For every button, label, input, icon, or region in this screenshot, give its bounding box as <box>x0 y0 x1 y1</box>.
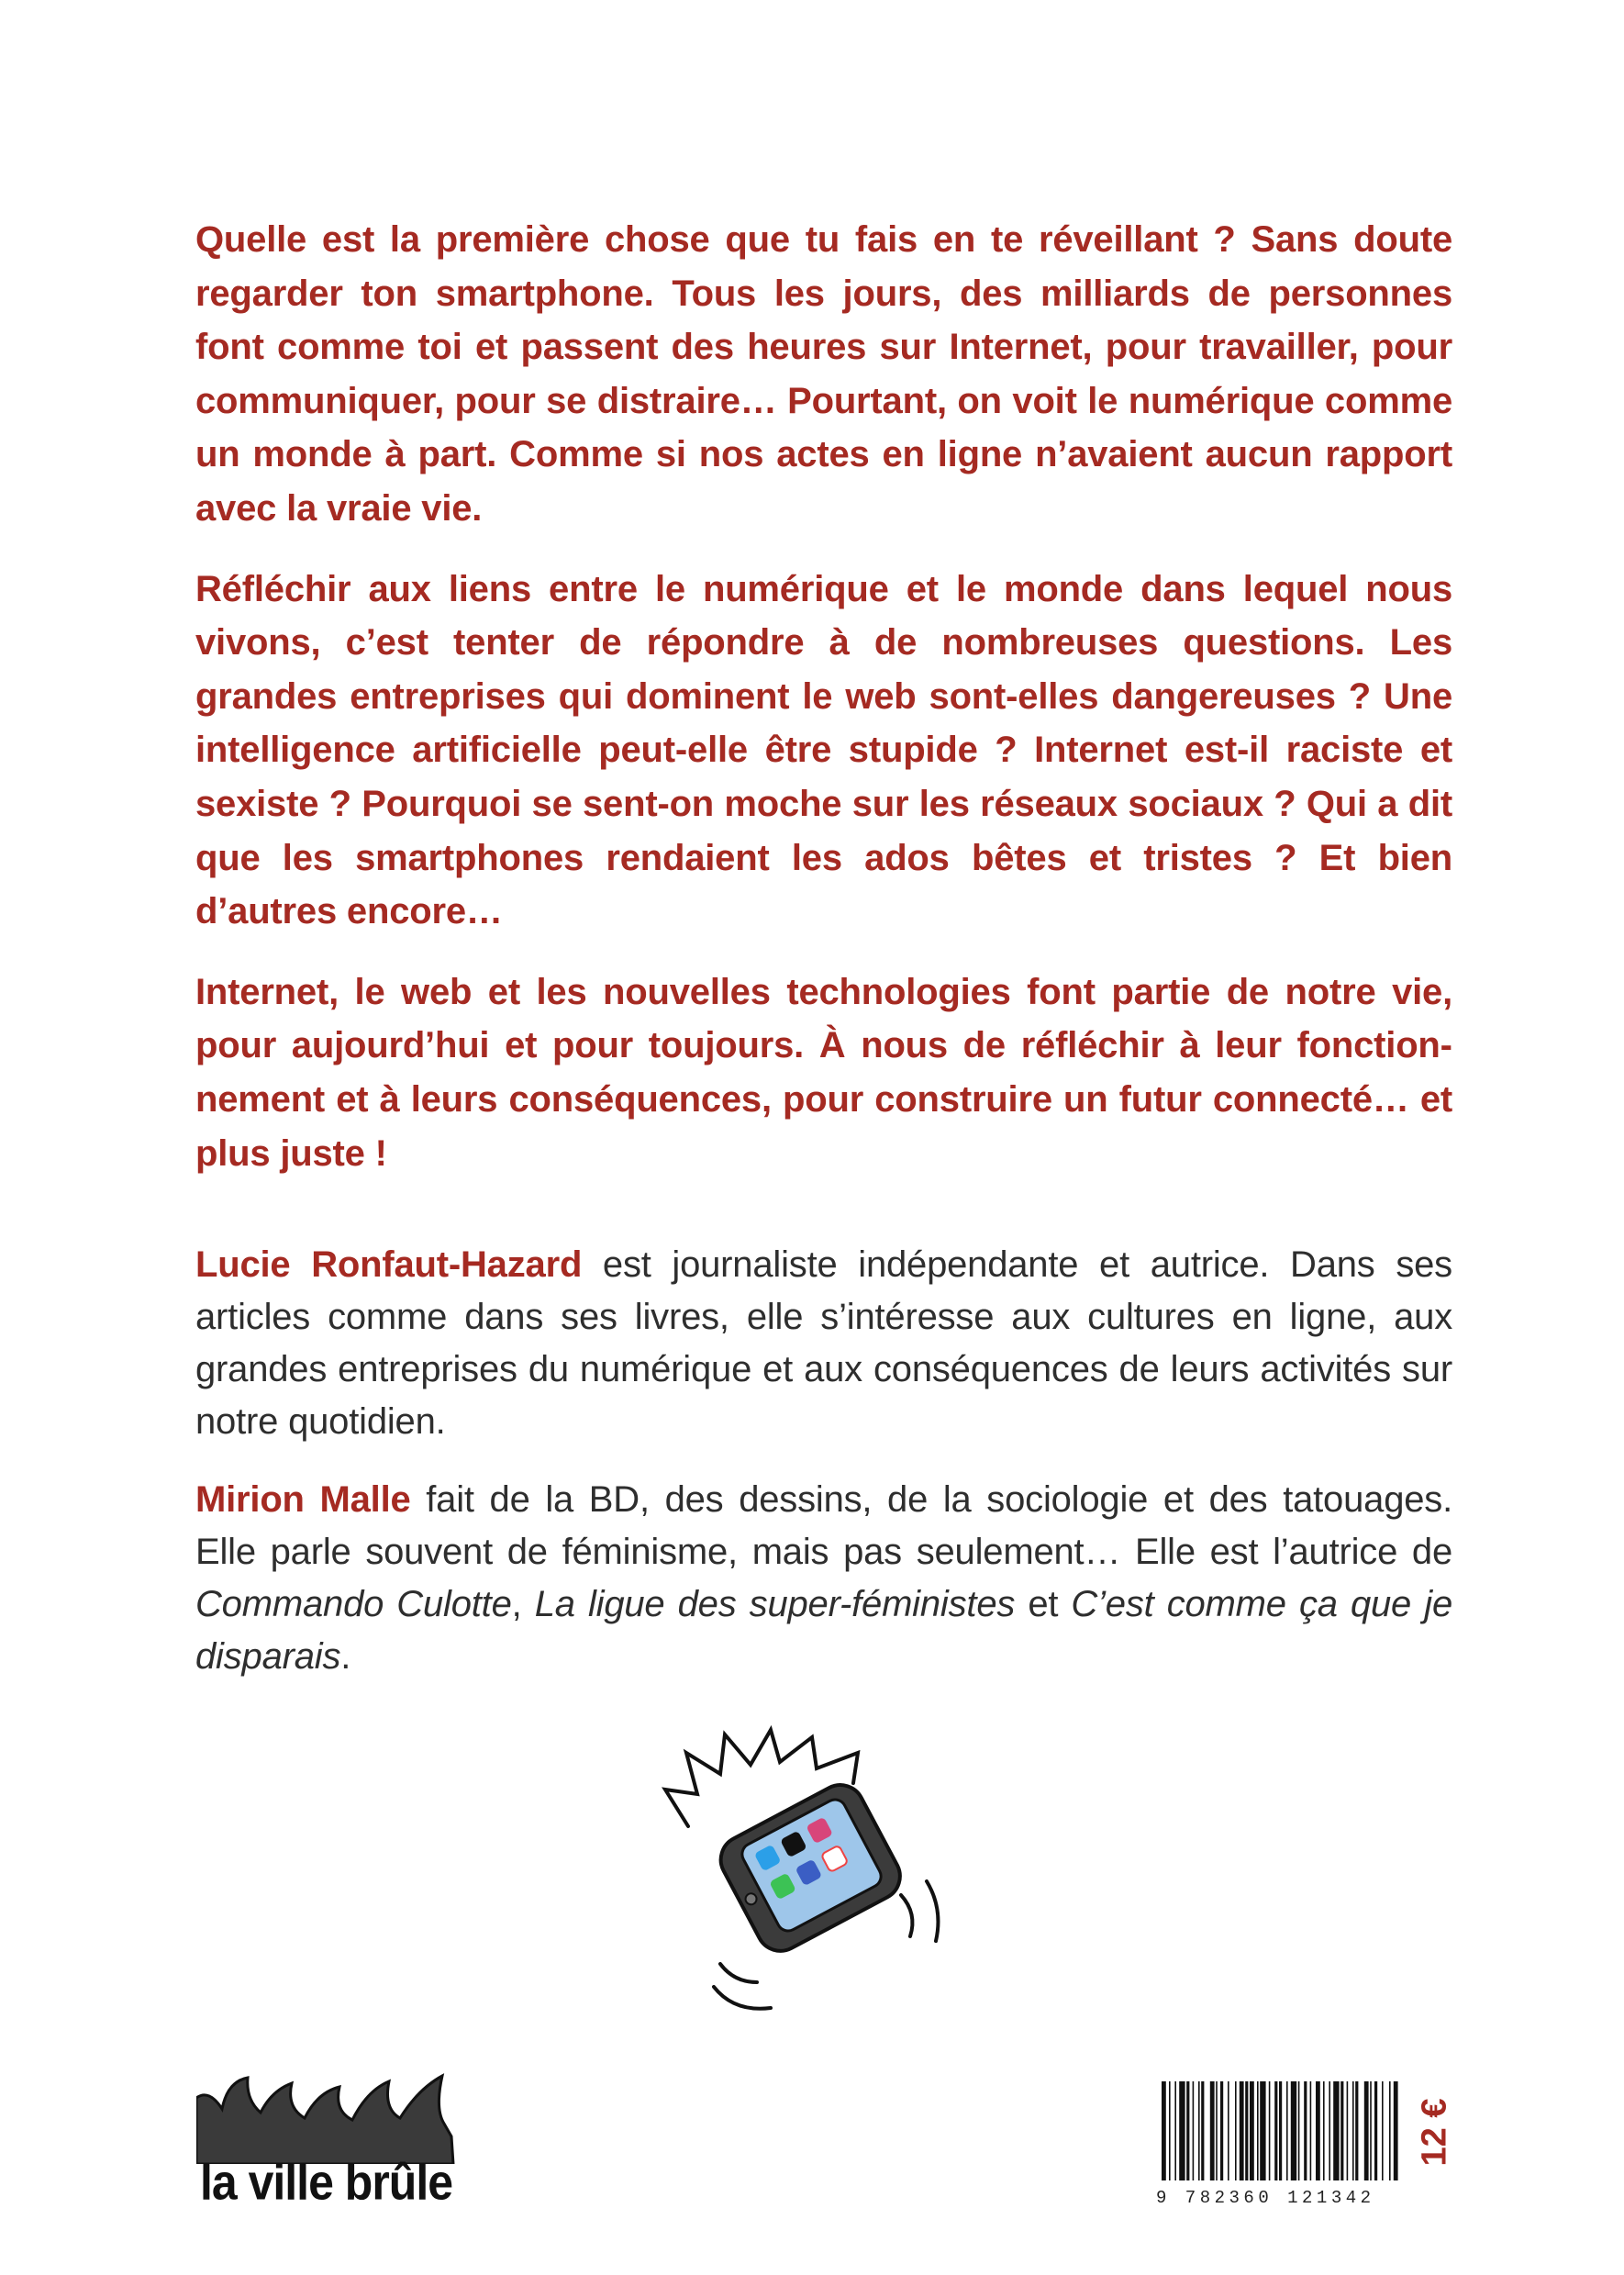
barcode-bar <box>1370 2081 1372 2180</box>
barcode-bar <box>1286 2081 1288 2180</box>
barcode-bar <box>1186 2081 1189 2180</box>
barcode-bar <box>1389 2081 1391 2180</box>
separator: et <box>1015 1584 1072 1624</box>
barcode-bar <box>1260 2081 1265 2180</box>
author-name-2: Mirion Malle <box>195 1479 411 1520</box>
author-bio-2-text: fait de la BD, des dessins, de la sociologie et des tatouages. Elle parle souvent de féminisme, mais pas seulement… Elle est l’autrice de <box>195 1479 1453 1572</box>
author-bio-1 <box>195 1239 1452 1448</box>
barcode-bar <box>1216 2081 1218 2180</box>
barcode-bar <box>1347 2081 1349 2180</box>
barcode-bar <box>1394 2081 1398 2180</box>
vibrating-phone-illustration <box>633 1702 1000 2024</box>
publisher-flames-logo <box>196 2072 472 2164</box>
barcode-bar <box>1279 2081 1282 2180</box>
intro-paragraph-3: Internet, le web et les nouvelles technologies font partie de notre vie, pour aujourd’hui et pour toujours. À nous de réfléchir à leur fonctionnement et à leurs conséquences, pour construire un futur connecté… et plus juste ! <box>195 971 1452 1174</box>
barcode-bar <box>1198 2081 1200 2180</box>
barcode-bar <box>1174 2081 1176 2180</box>
author-bios <box>195 1239 1452 1683</box>
barcode-bar <box>1352 2081 1354 2180</box>
barcode-bar <box>1235 2081 1237 2180</box>
barcode-bar <box>1310 2081 1312 2180</box>
back-cover-intro <box>195 213 1452 1180</box>
author-bio-1-text: est journaliste indépendante et autrice. Dans ses articles comme dans ses livres, elle s’intéresse aux cultures en ligne, aux grandes entreprises du numérique et aux conséquences de leurs activités sur notre quotidien. <box>195 1244 1452 1442</box>
barcode-bar <box>1220 2081 1223 2180</box>
separator: . <box>340 1636 351 1677</box>
barcode-bar <box>1382 2081 1384 2180</box>
book-title-3: C’est comme ça que je disparais <box>195 1584 1452 1677</box>
intro-paragraph-2: Réfléchir aux liens entre le numérique et le monde dans lequel nous vivons, c’est tenter de répondre à de nombreuses questions. Les grandes entreprises qui dominent le web sont-elles dangereuses ? Une intelligence artificielle peut-elle être stupide ? Internet est-il raciste et sexiste ? Pourquoi se sent-on moche sur les réseaux sociaux ? Qui a dit que les smartphones rendaient les ados bêtes et tristes ? Et bien d’autres encore… <box>195 568 1452 932</box>
barcode-bar <box>1291 2081 1296 2180</box>
barcode-bar <box>1304 2081 1307 2180</box>
barcode-bar <box>1316 2081 1320 2180</box>
barcode-bar <box>1355 2081 1358 2180</box>
intro-paragraph-1: Quelle est la première chose que tu fais en te réveillant ? Sans doute regarder ton smartphone. Tous les jours, des milliards de personnes font comme toi et passent des heures sur Internet, pour travailler, pour communiquer, pour se distraire… Pourtant, on voit le numérique comme un monde à part. Comme si nos actes en ligne n’avaient aucun rapport avec la vraie vie. <box>195 219 1452 529</box>
barcode-bar <box>1245 2081 1248 2180</box>
book-title-1: Commando Culotte <box>195 1584 512 1624</box>
barcode-bar <box>1201 2081 1204 2180</box>
price-label <box>1417 2081 1453 2182</box>
author-bio-2 <box>195 1474 1452 1683</box>
barcode-bar <box>1169 2081 1171 2180</box>
barcode-bar <box>1162 2081 1166 2180</box>
barcode-bar <box>1228 2081 1229 2180</box>
book-title-2: La ligue des super-féministes <box>534 1584 1016 1624</box>
isbn-barcode <box>1158 2081 1406 2184</box>
barcode-bar <box>1364 2081 1369 2180</box>
barcode-bar <box>1374 2081 1377 2180</box>
barcode-bar <box>1250 2081 1254 2180</box>
price-text: 12 € <box>1415 2098 1454 2166</box>
barcode-bar <box>1257 2081 1259 2180</box>
barcode-bar <box>1240 2081 1244 2180</box>
barcode-bar <box>1298 2081 1300 2180</box>
separator: , <box>511 1584 535 1624</box>
barcode-bar <box>1329 2081 1330 2180</box>
barcode-bar <box>1340 2081 1343 2180</box>
isbn-number: 9 782360 121342 <box>1156 2188 1375 2208</box>
barcode-bar <box>1269 2081 1271 2180</box>
barcode-bar <box>1210 2081 1215 2180</box>
author-name-1: Lucie Ronfaut-Hazard <box>195 1244 583 1285</box>
barcode-bar <box>1179 2081 1185 2180</box>
barcode-bar <box>1193 2081 1195 2180</box>
barcode-bar <box>1274 2081 1277 2180</box>
barcode-bar <box>1333 2081 1339 2180</box>
publisher-logo-text: la ville brûle <box>200 2154 453 2211</box>
barcode-bar <box>1323 2081 1325 2180</box>
